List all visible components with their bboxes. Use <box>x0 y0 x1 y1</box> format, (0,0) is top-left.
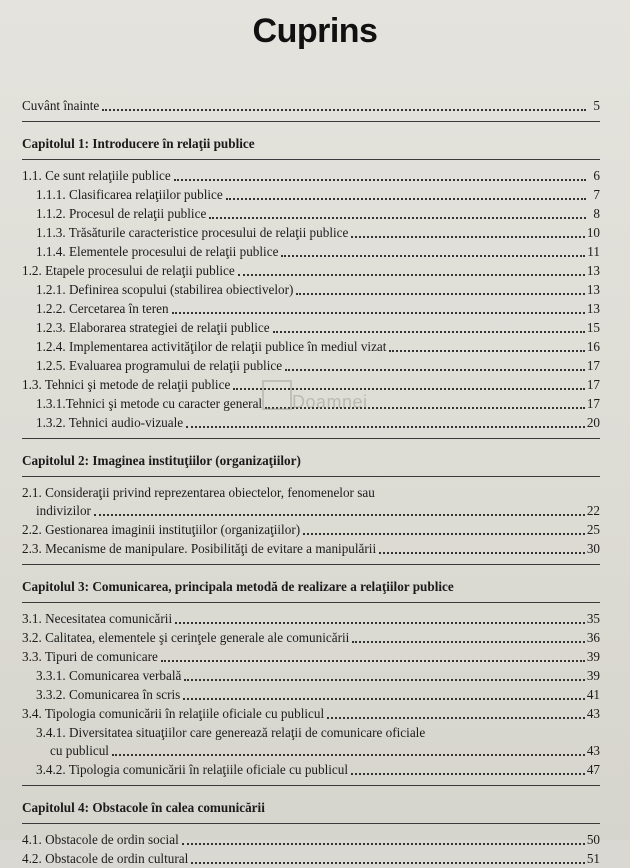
toc-entry: 3.3.2. Comunicarea în scris 41 <box>36 687 600 702</box>
toc-entry: 4.1. Obstacole de ordin social 50 <box>22 832 600 847</box>
toc-entry-foreword: Cuvânt înainte 5 <box>22 98 600 113</box>
toc-entry: 3.4. Tipologia comunicării în relaţiile oficiale cu publicul 43 <box>22 706 600 721</box>
section-divider <box>22 602 600 603</box>
toc-entry: 1.3.2. Tehnici audio-vizuale 20 <box>36 415 600 430</box>
section-divider <box>22 159 600 160</box>
table-of-contents <box>22 96 600 868</box>
toc-entry: 1.2.5. Evaluarea programului de relaţii publice 17 <box>36 358 600 373</box>
section-divider <box>22 785 600 786</box>
toc-entry: 4.2. Obstacole de ordin cultural 51 <box>22 851 600 866</box>
chapter-heading-1: Capitolul 1: Introducere în relaţii publice <box>22 136 255 151</box>
chapter-heading-4: Capitolul 4: Obstacole în calea comunicării <box>22 800 265 815</box>
toc-entry: 3.3. Tipuri de comunicare 39 <box>22 649 600 664</box>
toc-entry: 1.2.3. Elaborarea strategiei de relaţii publice 15 <box>36 320 600 335</box>
toc-entry: 2.3. Mecanisme de manipulare. Posibilităţi de evitare a manipulării 30 <box>22 541 600 556</box>
section-divider <box>22 121 600 122</box>
toc-entry: 1.2.2. Cercetarea în teren 13 <box>36 301 600 316</box>
toc-entry-multiline: 2.1. Consideraţii privind reprezentarea obiectelor, fenomenelor sau indivizilor 22 <box>22 485 600 518</box>
toc-entry: 1.1.3. Trăsăturile caracteristice procesului de relaţii publice 10 <box>36 225 600 240</box>
toc-entry: 3.4.2. Tipologia comunicării în relaţiile oficiale cu publicul 47 <box>36 762 600 777</box>
toc-entry: 1.1.1. Clasificarea relaţiilor publice 7 <box>36 187 600 202</box>
toc-entry: 1.3. Tehnici şi metode de relaţii publice 17 <box>22 377 600 392</box>
toc-entry: 3.1. Necesitatea comunicării 35 <box>22 611 600 626</box>
chapter-heading-3: Capitolul 3: Comunicarea, principala metodă de realizare a relaţiilor publice <box>22 579 454 594</box>
toc-entry: 1.1.4. Elementele procesului de relaţii publice 11 <box>36 244 600 259</box>
toc-entry: 2.2. Gestionarea imaginii instituţiilor (organizaţiilor) 25 <box>22 522 600 537</box>
section-divider <box>22 564 600 565</box>
toc-entry: 3.3.1. Comunicarea verbală 39 <box>36 668 600 683</box>
watermark-text: Doamnei <box>292 392 368 412</box>
toc-entry-multiline: 3.4.1. Diversitatea situaţiilor care generează relaţii de comunicare oficiale cu publicul 43 <box>36 725 600 758</box>
section-divider <box>22 438 600 439</box>
toc-entry: 1.3.1.Tehnici şi metode cu caracter general 17 <box>36 396 600 411</box>
toc-entry: 1.2.1. Definirea scopului (stabilirea obiectivelor) 13 <box>36 282 600 297</box>
toc-entry: 1.1. Ce sunt relaţiile publice 6 <box>22 168 600 183</box>
chapter-heading-2: Capitolul 2: Imaginea instituţiilor (organizaţiilor) <box>22 453 301 468</box>
toc-entry: 1.2.4. Implementarea activităţilor de relaţii publice în mediul vizat 16 <box>36 339 600 354</box>
leader-dots <box>102 109 586 111</box>
section-divider <box>22 823 600 824</box>
toc-entry: 1.2. Etapele procesului de relaţii publice 13 <box>22 263 600 278</box>
toc-entry: 3.2. Calitatea, elementele şi cerinţele generale ale comunicării 36 <box>22 630 600 645</box>
section-divider <box>22 476 600 477</box>
page-title: Cuprins <box>252 12 378 50</box>
toc-entry: 1.1.2. Procesul de relaţii publice 8 <box>36 206 600 221</box>
